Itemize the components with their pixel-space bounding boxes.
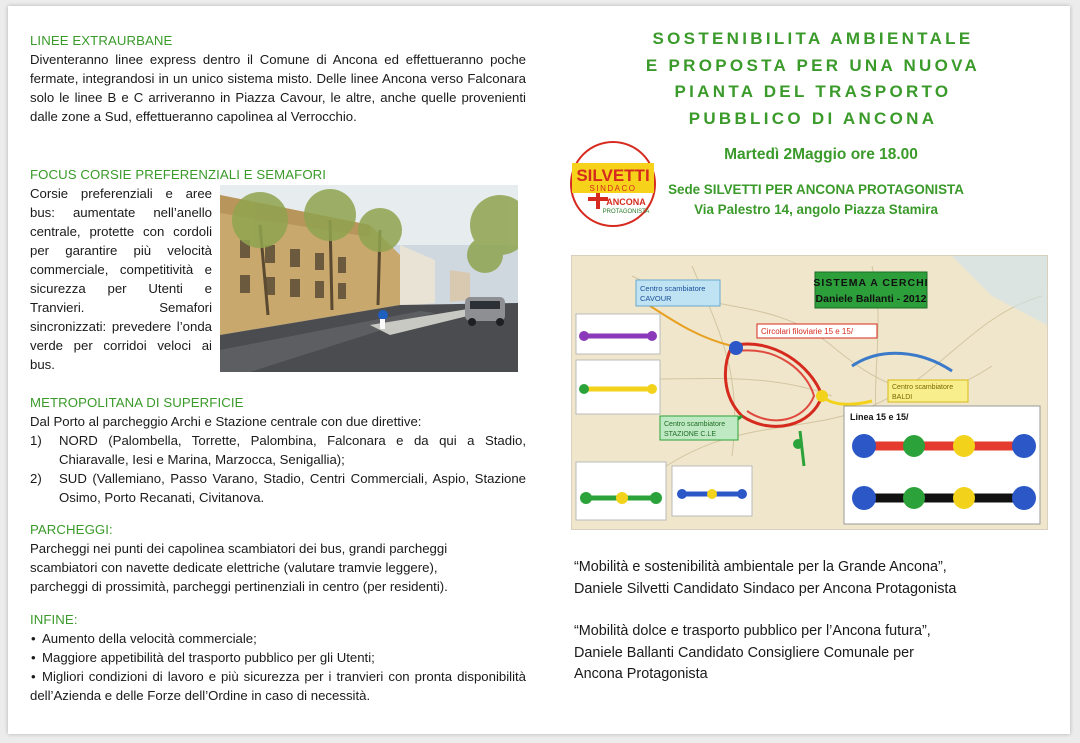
svg-text:SILVETTI: SILVETTI	[576, 166, 650, 185]
infine-list	[30, 629, 526, 705]
section-infine	[30, 610, 526, 705]
svg-text:SINDACO: SINDACO	[589, 184, 637, 193]
mini-line-diagram-yellow	[576, 360, 660, 414]
svg-text:STAZIONE C.LE: STAZIONE C.LE	[664, 431, 716, 438]
flyer-page	[8, 6, 1070, 734]
event-place-line: Sede SILVETTI PER ANCONA PROTAGONISTA	[668, 182, 964, 197]
section-title: METROPOLITANA DI SUPERFICIE	[30, 395, 244, 410]
title-line: SOSTENIBILITA AMBIENTALE	[652, 29, 974, 48]
list-item: 2) SUD (Vallemiano, Passo Varano, Stadio, Centri Commerciali, Aspio, Stazione Osimo, Porto Recanati, Civitanova.	[30, 471, 526, 505]
event-place	[636, 180, 996, 219]
svg-text:Linea 15 e 15/: Linea 15 e 15/	[850, 412, 909, 422]
linea-15-diagram	[844, 406, 1040, 524]
svg-text:Circolari filoviarie 15 e 15/: Circolari filoviarie 15 e 15/	[761, 327, 854, 336]
event-date: Martedì 2Maggio ore 18.00	[724, 146, 918, 163]
svg-text:ANCONA: ANCONA	[606, 197, 646, 207]
svg-text:BALDI: BALDI	[892, 394, 913, 401]
svg-text:PROTAGONISTA: PROTAGONISTA	[602, 209, 650, 215]
svg-text:CAVOUR: CAVOUR	[640, 294, 672, 303]
section-line: parcheggi di prossimità, parcheggi pertinenziali in centro (per residenti).	[30, 579, 448, 594]
list-item: • Aumento della velocità commerciale;	[30, 629, 526, 648]
main-title	[578, 26, 1048, 132]
quote-silvetti	[574, 557, 1054, 600]
direttive-list	[30, 431, 526, 507]
quote-line: Daniele Silvetti Candidato Sindaco per Ancona Protagonista	[574, 580, 957, 597]
mini-line-diagram-green	[576, 462, 666, 520]
title-line: PIANTA DEL TRASPORTO	[674, 82, 952, 101]
quote-line: “Mobilità dolce e trasporto pubblico per l’Ancona futura”,	[574, 623, 931, 639]
title-line: E PROPOSTA PER UNA NUOVA	[645, 55, 981, 75]
section-focus-corsie	[30, 165, 526, 375]
quote-line: Ancona Protagonista	[574, 666, 708, 682]
mini-line-diagram-blue	[672, 466, 752, 516]
title-line: PUBBLICO DI ANCONA	[688, 108, 938, 128]
quote-ballanti	[574, 621, 1054, 686]
section-line: Parcheggi nei punti dei capolinea scambiatori dei bus, grandi parcheggi	[30, 541, 448, 556]
list-item: 1) NORD (Palombella, Torrette, Palombina, Falconara e da qui a Stadio, Chiaravalle, Iesi e Marina, Marzocca, Senigallia);	[30, 433, 526, 467]
svg-text:Centro scambiatore: Centro scambiatore	[640, 284, 706, 293]
section-linee-extraurbane	[30, 31, 526, 126]
list-item: • Maggiore appetibilità del trasporto pubblico per gli Utenti;	[30, 648, 526, 667]
section-title: FOCUS CORSIE PREFERENZIALI E SEMAFORI	[30, 167, 327, 182]
section-line: scambiatori con navette dedicate elettriche (valutare tramvie leggere),	[30, 560, 438, 575]
section-text: Corsie preferenziali e aree bus: aumentate nell’anello centrale, protette con cordoli per garantire più velocità commerciale, competitività e sicurezza per Utenti e Tranvieri. Semafori sincronizzati: prevedere l’onda verde per corridoi veloci ai bus.	[30, 186, 212, 372]
svg-text:Centro scambiatore: Centro scambiatore	[892, 384, 954, 391]
transport-map	[571, 255, 1048, 530]
quote-line: Daniele Ballanti Candidato Consigliere Comunale per	[574, 644, 914, 661]
section-text: Diventeranno linee express dentro il Comune di Ancona ed effettueranno poche fermate, integrandosi in un unico sistema misto. Delle linee Ancona verso Falconara solo le linee B e C arriveranno in Piazza Cavour, le altre, anche quelle provenienti dalle zone a Sud, effettueranno capolinea al Verrocchio.	[30, 52, 526, 124]
section-intro: Dal Porto al parcheggio Archi e Stazione centrale con due direttive:	[30, 414, 422, 429]
section-title: INFINE:	[30, 612, 78, 627]
list-item: • Migliori condizioni di lavoro e più sicurezza per i tranvieri con pronta disponibilità dell’Azienda e delle Forze dell’Ordine in caso di necessità.	[30, 667, 526, 705]
event-place-line: Via Palestro 14, angolo Piazza Stamira	[694, 201, 938, 217]
street-photo	[220, 185, 518, 372]
mini-line-diagram-purple	[576, 314, 660, 354]
quote-line: “Mobilità e sostenibilità ambientale per la Grande Ancona”,	[574, 559, 947, 575]
section-title: LINEE EXTRAURBANE	[30, 33, 173, 48]
section-parcheggi	[30, 520, 526, 596]
svg-text:Daniele Ballanti - 2012: Daniele Ballanti - 2012	[815, 293, 927, 305]
svg-text:SISTEMA A CERCHI: SISTEMA A CERCHI	[813, 277, 929, 289]
svg-text:Centro scambiatore: Centro scambiatore	[664, 421, 726, 428]
section-metropolitana	[30, 393, 526, 507]
section-title: PARCHEGGI:	[30, 522, 113, 537]
